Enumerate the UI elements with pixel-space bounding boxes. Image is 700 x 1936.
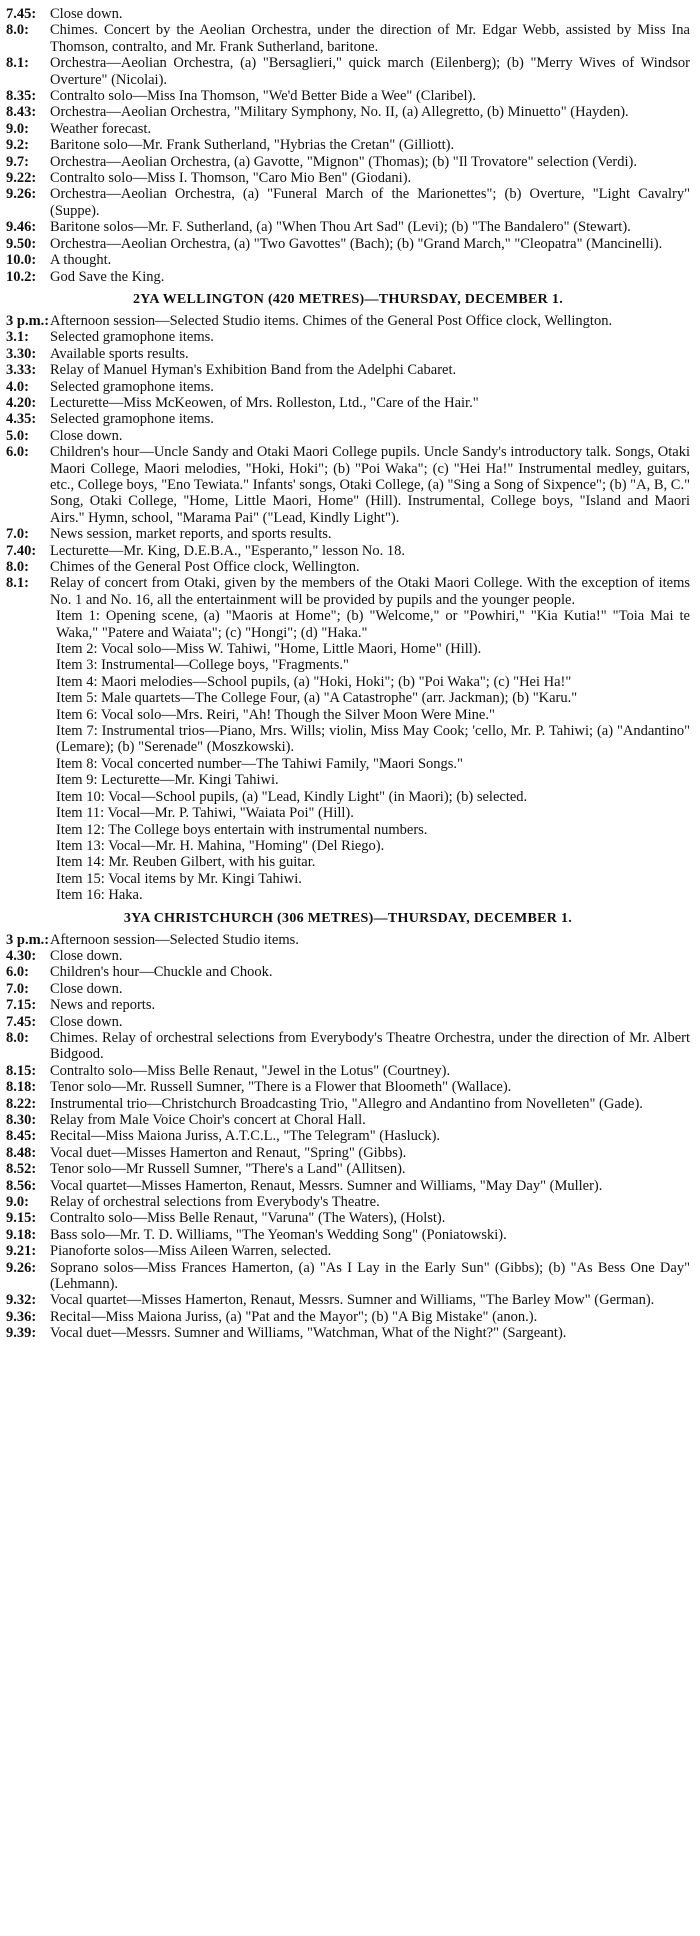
concert-item-text: Item 1: Opening scene, (a) "Maoris at Home"; (b) "Welcome," or "Powhiri," "Kia Kutia!" "Toia Mai te Waka," "Patere and Waiata"; (c) "Hongi"; (d) "Haka." [56, 608, 690, 641]
concert-item-text: Item 12: The College boys entertain with instrumental numbers. [56, 821, 428, 838]
entry-text: Contralto solo—Miss I. Thomson, "Caro Mio Ben" (Giodani). [50, 170, 412, 187]
entry-time: 9.15: [6, 1210, 37, 1227]
entry-text: Orchestra—Aeolian Orchestra, (a) "Two Gavottes" (Bach); (b) "Grand March," "Cleopatra" (Mancinelli). [50, 235, 663, 252]
concert-item-text: Item 13: Vocal—Mr. H. Mahina, "Homing" (Del Riego). [56, 837, 385, 854]
entry-text: Chimes. Concert by the Aeolian Orchestra, under the direction of Mr. Edgar Webb, assisted by Miss Ina Thomson, contralto, and Mr. Frank Sutherland, baritone. [50, 22, 690, 55]
concert-item [6, 789, 690, 805]
entry-time: 9.0: [6, 120, 29, 137]
concert-item-text: Item 16: Haka. [56, 887, 143, 904]
programme-entry [6, 981, 690, 997]
programme-entry [6, 428, 690, 444]
programme-entry [6, 121, 690, 137]
entry-time: 10.2: [6, 268, 37, 285]
entry-time: 9.26: [6, 186, 37, 203]
concert-item-text: Item 5: Male quartets—The College Four, (a) "A Catastrophe" (arr. Jackman); (b) "Karu." [56, 690, 578, 707]
section-2ya-items [6, 608, 690, 903]
section-2ya [6, 313, 690, 608]
entry-time: 8.15: [6, 1062, 37, 1079]
entry-text: Orchestra—Aeolian Orchestra, (a) "Bersaglieri," quick march (Eilenberg); (b) "Merry Wives of Windsor Overture" (Nicolai). [50, 55, 690, 88]
entry-text: Weather forecast. [50, 120, 152, 137]
programme-entry [6, 1063, 690, 1079]
entry-text: Children's hour—Chuckle and Chook. [50, 964, 273, 981]
programme-entry [6, 1194, 690, 1210]
programme-entry [6, 219, 690, 235]
programme-entry [6, 444, 690, 526]
programme-entry [6, 1014, 690, 1030]
entry-time: 7.45: [6, 6, 37, 22]
entry-text: Vocal duet—Misses Hamerton and Renaut, "Spring" (Gibbs). [50, 1144, 407, 1161]
programme-entry [6, 411, 690, 427]
entry-text: Contralto solo—Miss Ina Thomson, "We'd Better Bide a Wee" (Claribel). [50, 88, 476, 105]
programme-entry [6, 362, 690, 378]
entry-text: Relay of Manuel Hyman's Exhibition Band from the Adelphi Cabaret. [50, 362, 457, 379]
concert-item [6, 608, 690, 641]
station-heading-3ya: 3YA CHRISTCHURCH (306 METRES)—THURSDAY, DECEMBER 1. [123, 910, 573, 926]
programme-entry [6, 186, 690, 219]
programme-entry [6, 559, 690, 575]
concert-item-text: Item 3: Instrumental—College boys, "Fragments." [56, 657, 349, 674]
entry-text: News and reports. [50, 997, 156, 1014]
programme-entry [6, 6, 690, 22]
entry-text: Afternoon session—Selected Studio items. Chimes of the General Post Office clock, Wellington. [50, 312, 613, 329]
entry-text: Relay from Male Voice Choir's concert at Choral Hall. [50, 1112, 366, 1128]
entry-text: Orchestra—Aeolian Orchestra, (a) Gavotte, "Mignon" (Thomas); (b) "Il Trovatore" selection (Verdi). [50, 153, 637, 170]
programme-entry [6, 1243, 690, 1259]
concert-item [6, 723, 690, 756]
programme-entry [6, 154, 690, 170]
programme-entry [6, 526, 690, 542]
programme-entry [6, 236, 690, 252]
entry-time: 3.1: [6, 329, 29, 346]
entry-text: God Save the King. [50, 268, 165, 285]
concert-item [6, 854, 690, 870]
entry-time: 3.33: [6, 362, 37, 379]
programme-entry [6, 313, 690, 329]
programme-entry [6, 346, 690, 362]
entry-time: 9.36: [6, 1308, 37, 1325]
concert-item-text: Item 2: Vocal solo—Miss W. Tahiwi, "Home, Little Maori, Home" (Hill). [56, 641, 482, 658]
entry-text: Available sports results. [50, 345, 189, 362]
entry-time: 7.0: [6, 526, 29, 543]
programme-entry [6, 1210, 690, 1226]
entry-time: 8.45: [6, 1128, 37, 1145]
entry-time: 6.0: [6, 964, 29, 981]
entry-time: 3 p.m.: [6, 931, 50, 948]
entry-text: Baritone solos—Mr. F. Sutherland, (a) "When Thou Art Sad" (Levi); (b) "The Bandalero" (Stewart). [50, 219, 631, 236]
programme-entry [6, 269, 690, 285]
entry-text: Relay of orchestral selections from Everybody's Theatre. [50, 1194, 380, 1211]
programme-entry [6, 329, 690, 345]
entry-time: 8.48: [6, 1144, 37, 1161]
entry-text: Bass solo—Mr. T. D. Williams, "The Yeoman's Wedding Song" (Poniatowski). [50, 1226, 507, 1243]
entry-time: 5.0: [6, 427, 29, 444]
entry-text: Soprano solos—Miss Frances Hamerton, (a) "As I Lay in the Early Sun" (Gibbs); (b) "As Bess One Day" (Lehmann). [50, 1259, 690, 1293]
entry-text: Pianoforte solos—Miss Aileen Warren, selected. [50, 1243, 332, 1260]
concert-item-text: Item 10: Vocal—School pupils, (a) "Lead, Kindly Light" (in Maori); (b) selected. [56, 788, 528, 805]
programme-entry [6, 395, 690, 411]
entry-text: Children's hour—Uncle Sandy and Otaki Maori College pupils. Uncle Sandy's introductory talk. Songs, Otaki Maori College, Maori melodies, "Hoki, Hoki"; (b) "Poi Waka"; (c) "Hei Ha!" Instrumental medley, guitars, etc., College boys, "Eno Tewiata." Infants' songs, Otaki College, (a) "Sing a Song of Sixpence"; (b) "A, B, C." Song, Otaki College, "Home, Little Maori, Home" (Hill). Instrumental, College boys, "Island and Maori Airs." Hymn, school, "Marama Pai" ("Lead, Kindly Light"). [50, 444, 690, 526]
entry-time: 8.52: [6, 1161, 37, 1178]
station-heading-2ya: 2YA WELLINGTON (420 METRES)—THURSDAY, DECEMBER 1. [133, 291, 563, 307]
entry-text: Close down. [50, 947, 123, 964]
entry-text: Baritone solo—Mr. Frank Sutherland, "Hybrias the Cretan" (Gilliott). [50, 137, 455, 154]
concert-item [6, 772, 690, 788]
concert-item [6, 657, 690, 673]
concert-item-text: Item 7: Instrumental trios—Piano, Mrs. Wills; violin, Miss May Cook; 'cello, Mr. P. Tahiwi; (a) "Andantino" (Lemare); (b) "Serenade" (Moszkowski). [56, 723, 690, 756]
entry-text: Afternoon session—Selected Studio items. [50, 931, 299, 948]
entry-time: 8.0: [6, 559, 29, 575]
concert-item-text: Item 14: Mr. Reuben Gilbert, with his guitar. [56, 854, 316, 871]
programme-entry [6, 1128, 690, 1144]
entry-time: 8.1: [6, 55, 29, 72]
entry-time: 9.32: [6, 1292, 37, 1309]
programme-entry [6, 575, 690, 608]
entry-time: 9.0: [6, 1194, 29, 1211]
programme-entry [6, 1112, 690, 1128]
entry-time: 9.22: [6, 170, 37, 187]
entry-time: 9.26: [6, 1259, 37, 1276]
entry-text: Vocal duet—Messrs. Sumner and Williams, "Watchman, What of the Night?" (Sargeant). [50, 1325, 567, 1342]
programme-entry [6, 170, 690, 186]
entry-time: 8.0: [6, 1029, 29, 1046]
entry-text: Relay of concert from Otaki, given by the members of the Otaki Maori College. With the exception of items No. 1 and No. 16, all the entertainment will be provided by pupils and the younger people. [50, 575, 690, 608]
entry-text: Recital—Miss Maiona Juriss, A.T.C.L., "The Telegram" (Hasluck). [50, 1128, 441, 1145]
concert-item [6, 674, 690, 690]
concert-item-text: Item 8: Vocal concerted number—The Tahiwi Family, "Maori Songs." [56, 755, 463, 772]
entry-time: 9.7: [6, 153, 29, 170]
entry-time: 3 p.m.: [6, 312, 50, 329]
programme-entry [6, 104, 690, 120]
programme-entry [6, 1325, 690, 1341]
entry-text: Lecturette—Miss McKeowen, of Mrs. Rolleston, Ltd., "Care of the Hair." [50, 394, 479, 411]
programme-entry [6, 1292, 690, 1308]
entry-time: 9.21: [6, 1243, 37, 1260]
entry-time: 9.2: [6, 137, 29, 154]
entry-time: 9.39: [6, 1325, 37, 1342]
programme-entry [6, 1161, 690, 1177]
programme-entry [6, 1309, 690, 1325]
entry-time: 7.40: [6, 542, 37, 559]
programme-entry [6, 88, 690, 104]
concert-item [6, 641, 690, 657]
entry-text: Lecturette—Mr. King, D.E.B.A., "Esperanto," lesson No. 18. [50, 542, 405, 559]
concert-item [6, 822, 690, 838]
concert-item-text: Item 9: Lecturette—Mr. Kingi Tahiwi. [56, 772, 279, 789]
entry-time: 4.0: [6, 378, 29, 395]
entry-time: 7.15: [6, 997, 37, 1014]
concert-item-text: Item 11: Vocal—Mr. P. Tahiwi, "Waiata Poi" (Hill). [56, 805, 354, 822]
entry-text: Close down. [50, 980, 123, 997]
concert-item [6, 871, 690, 887]
entry-text: Chimes. Relay of orchestral selections from Everybody's Theatre Orchestra, under the direction of Mr. Albert Bidgood. [50, 1029, 690, 1063]
programme-entry [6, 543, 690, 559]
concert-item [6, 805, 690, 821]
entry-text: Close down. [50, 1013, 123, 1030]
programme-entry [6, 964, 690, 980]
concert-item [6, 887, 690, 903]
concert-item-text: Item 4: Maori melodies—School pupils, (a) "Hoki, Hoki"; (b) "Poi Waka"; (c) "Hei Ha!" [56, 673, 572, 690]
entry-text: Selected gramophone items. [50, 411, 214, 428]
programme-entry [6, 55, 690, 88]
entry-text: Vocal quartet—Misses Hamerton, Renaut, Messrs. Sumner and Williams, "The Barley Mow" (German). [50, 1292, 655, 1309]
entry-time: 9.50: [6, 235, 37, 252]
concert-item [6, 756, 690, 772]
entry-text: Orchestra—Aeolian Orchestra, (a) "Funeral March of the Marionettes"; (b) Overture, "Light Cavalry" (Suppe). [50, 186, 690, 219]
entry-text: Close down. [50, 427, 123, 444]
section-3ya [6, 932, 690, 1342]
entry-text: Close down. [50, 6, 123, 22]
programme-entry [6, 137, 690, 153]
entry-text: News session, market reports, and sports results. [50, 526, 332, 543]
entry-time: 4.30: [6, 947, 37, 964]
entry-time: 4.20: [6, 394, 37, 411]
entry-time: 7.45: [6, 1013, 37, 1030]
entry-time: 9.18: [6, 1226, 37, 1243]
concert-item [6, 707, 690, 723]
entry-time: 8.0: [6, 22, 29, 39]
programme-entry [6, 997, 690, 1013]
entry-time: 10.0: [6, 252, 37, 269]
entry-text: Recital—Miss Maiona Juriss, (a) "Pat and the Mayor"; (b) "A Big Mistake" (anon.). [50, 1308, 538, 1325]
entry-time: 8.22: [6, 1095, 37, 1112]
programme-entry [6, 1178, 690, 1194]
programme-entry [6, 932, 690, 948]
entry-time: 6.0: [6, 444, 29, 461]
entry-time: 8.1: [6, 575, 29, 592]
programme-entry [6, 1030, 690, 1063]
programme-entry [6, 948, 690, 964]
concert-item [6, 690, 690, 706]
entry-text: Contralto solo—Miss Belle Renaut, "Varuna" (The Waters), (Holst). [50, 1210, 446, 1227]
entry-time: 8.30: [6, 1112, 37, 1128]
programme-entry [6, 252, 690, 268]
entry-time: 8.56: [6, 1177, 37, 1194]
concert-item [6, 838, 690, 854]
entry-text: Tenor solo—Mr Russell Sumner, "There's a Land" (Allitsen). [50, 1161, 406, 1178]
programme-entry [6, 379, 690, 395]
entry-text: Vocal quartet—Misses Hamerton, Renaut, Messrs. Sumner and Williams, "May Day" (Muller). [50, 1177, 603, 1194]
entry-text: Selected gramophone items. [50, 329, 214, 346]
entry-time: 3.30: [6, 345, 37, 362]
entry-time: 7.0: [6, 980, 29, 997]
entry-time: 8.18: [6, 1079, 37, 1096]
entry-text: Chimes of the General Post Office clock, Wellington. [50, 559, 360, 575]
entry-time: 8.35: [6, 88, 37, 105]
entry-text: Tenor solo—Mr. Russell Sumner, "There is a Flower that Bloometh" (Wallace). [50, 1079, 512, 1096]
programme-entry [6, 1227, 690, 1243]
programme-entry [6, 1260, 690, 1293]
entry-text: A thought. [50, 252, 112, 269]
entry-text: Contralto solo—Miss Belle Renaut, "Jewel in the Lotus" (Courtney). [50, 1062, 451, 1079]
entry-text: Selected gramophone items. [50, 378, 214, 395]
programme-entry [6, 22, 690, 55]
programme-entry [6, 1096, 690, 1112]
concert-item-text: Item 6: Vocal solo—Mrs. Reiri, "Ah! Though the Silver Moon Were Mine." [56, 706, 495, 723]
programme-entry [6, 1079, 690, 1095]
programme-entry [6, 1145, 690, 1161]
entry-text: Orchestra—Aeolian Orchestra, "Military Symphony, No. II, (a) Allegretto, (b) Minuetto" (Hayden). [50, 104, 629, 121]
section-1ya-continued [6, 6, 690, 285]
concert-item-text: Item 15: Vocal items by Mr. Kingi Tahiwi. [56, 870, 302, 887]
entry-time: 8.43: [6, 104, 37, 121]
entry-text: Instrumental trio—Christchurch Broadcasting Trio, "Allegro and Andantino from Novelleten" (Gade). [50, 1095, 643, 1112]
entry-time: 9.46: [6, 219, 37, 236]
entry-time: 4.35: [6, 411, 37, 428]
